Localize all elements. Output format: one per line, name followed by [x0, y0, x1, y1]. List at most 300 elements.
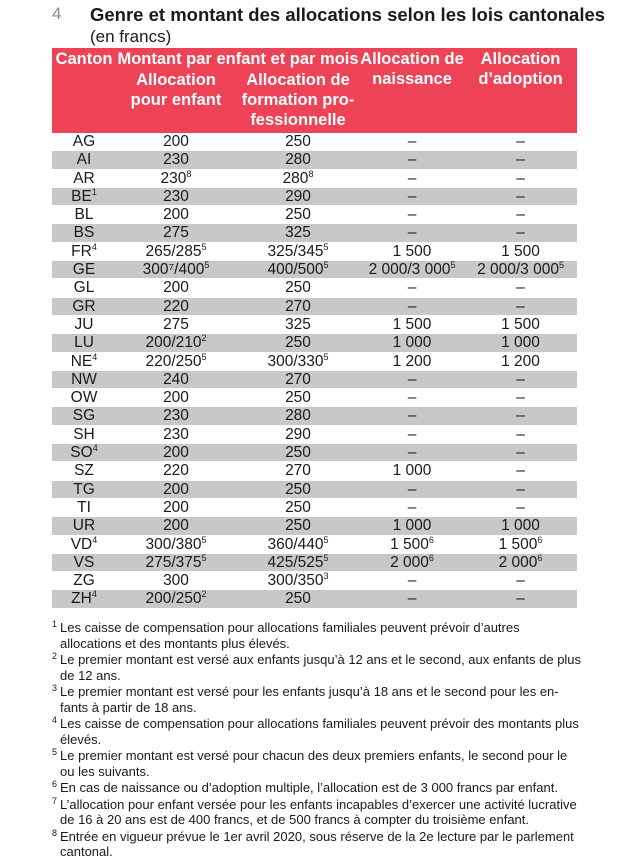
- cell-child-value: 200: [163, 206, 189, 224]
- cell-canton: [52, 462, 116, 480]
- cell-birth-value: –: [407, 444, 417, 462]
- footnote: [52, 829, 582, 860]
- cell-birth-value: 1 000: [392, 334, 432, 352]
- section-title-unit: (en francs): [90, 27, 172, 46]
- footnote-ref: 5: [201, 534, 207, 545]
- footnote-ref: 6: [537, 534, 543, 545]
- footnote-ref: 4: [91, 589, 97, 600]
- cell-canton: [52, 444, 116, 462]
- cell-birth: [360, 187, 464, 205]
- cell-canton: [52, 352, 116, 370]
- footnote-mark: 8: [52, 827, 58, 838]
- cell-adoption: [464, 480, 577, 498]
- cell-adoption: [464, 425, 577, 443]
- table-row: [52, 535, 577, 553]
- cell-adoption: [464, 535, 577, 553]
- cell-canton-value: UR: [72, 517, 96, 535]
- cell-canton: [52, 334, 116, 352]
- cell-child-value: 275: [163, 315, 189, 333]
- cell-training: [236, 242, 360, 260]
- footnote-mark: 7: [52, 795, 58, 806]
- cell-training-value: 270: [285, 370, 311, 388]
- footnote-ref: 5: [323, 351, 329, 362]
- cell-training: [236, 590, 360, 608]
- section-title: [90, 4, 610, 47]
- cell-training-value: 400/500: [267, 261, 324, 279]
- cell-adoption-value: 1 500: [498, 535, 538, 553]
- cell-training: [236, 498, 360, 516]
- col-header-birth: Allocation de naissance: [360, 48, 464, 133]
- cell-adoption: [464, 151, 577, 169]
- table-header: [52, 48, 577, 133]
- footnote-ref: 2: [201, 333, 207, 344]
- cell-training-value: 250: [285, 279, 311, 297]
- cell-adoption-value: 2 000: [498, 553, 538, 571]
- cell-training: [236, 315, 360, 333]
- footnote-mark: 3: [52, 683, 58, 693]
- cell-child: [116, 535, 236, 553]
- cell-training-value: 250: [285, 389, 311, 407]
- cell-training-value: 325: [285, 224, 311, 242]
- cell-canton: [52, 498, 116, 516]
- footnote-ref: 1: [91, 186, 97, 197]
- cell-adoption-value: –: [516, 187, 525, 205]
- cell-adoption: [464, 352, 577, 370]
- cell-adoption-value: 1 000: [501, 334, 540, 352]
- table-row: [52, 389, 577, 407]
- cell-birth-value: 1 000: [392, 462, 432, 480]
- col-header-adoption: Allocation d’adoption: [464, 48, 577, 133]
- cell-child: [116, 553, 236, 571]
- cell-adoption-value: –: [516, 279, 525, 297]
- cell-canton: [52, 151, 116, 169]
- cell-birth-value: –: [407, 169, 417, 187]
- cell-birth-value: 2 000/3 000: [368, 261, 451, 279]
- cell-canton: [52, 480, 116, 498]
- cell-adoption: [464, 553, 577, 571]
- cell-training: [236, 206, 360, 224]
- cell-canton: [52, 590, 116, 608]
- table-row: [52, 187, 577, 205]
- section-number: 4: [52, 4, 62, 23]
- table-row: [52, 315, 577, 333]
- cell-training-value: 250: [285, 334, 311, 352]
- cell-child: [116, 352, 236, 370]
- cell-adoption-value: –: [516, 297, 525, 315]
- cell-canton-value: FR: [71, 242, 92, 260]
- cell-child: [116, 334, 236, 352]
- cell-birth-value: –: [407, 407, 417, 425]
- cell-child-value: 200: [163, 389, 189, 407]
- cell-canton-value: SO: [70, 444, 93, 462]
- cell-child: [116, 498, 236, 516]
- cell-child-value: 220/250: [145, 352, 202, 370]
- col-header-group: Montant par enfant et par mois: [117, 50, 359, 68]
- table-row: [52, 444, 577, 462]
- cell-canton: [52, 517, 116, 535]
- cell-birth-value: –: [407, 133, 417, 150]
- cell-canton: [52, 553, 116, 571]
- cell-training-value: 250: [285, 480, 311, 498]
- cell-training: [236, 517, 360, 535]
- cell-canton: [52, 279, 116, 297]
- footnotes: [52, 620, 582, 861]
- cell-canton-value: SH: [73, 425, 95, 443]
- cell-child-value: 200: [163, 498, 189, 516]
- cell-adoption-value: –: [516, 425, 525, 443]
- footnote-ref: 5: [323, 552, 329, 563]
- cell-training-value: 280: [282, 169, 309, 187]
- table-row: [52, 334, 577, 352]
- cell-adoption: [464, 462, 577, 480]
- cell-training-value: 360/440: [267, 535, 324, 553]
- footnote-mark: 2: [52, 651, 58, 661]
- cell-birth: [360, 169, 464, 187]
- cell-training: [236, 169, 360, 187]
- cell-training: [236, 151, 360, 169]
- cell-training: [236, 407, 360, 425]
- cell-adoption: [464, 206, 577, 224]
- table-body: [52, 133, 577, 608]
- footnote-mark: 1: [52, 619, 58, 629]
- cell-child: [116, 261, 236, 279]
- cell-birth: [360, 517, 464, 535]
- cell-birth: [360, 133, 464, 151]
- cell-child: [116, 206, 236, 224]
- cell-training-value: 325/345: [267, 242, 324, 260]
- footnote-ref: 5: [323, 259, 329, 270]
- cell-canton-value: ZG: [73, 572, 95, 590]
- footnote-ref: 8: [186, 168, 192, 179]
- cell-adoption-value: –: [516, 389, 525, 407]
- cell-adoption: [464, 315, 577, 333]
- cell-training: [236, 334, 360, 352]
- cell-adoption: [464, 517, 577, 535]
- cell-adoption: [464, 334, 577, 352]
- cell-birth: [360, 407, 464, 425]
- cell-adoption-value: –: [516, 206, 525, 224]
- cell-birth-value: –: [407, 389, 417, 407]
- table-row: [52, 553, 577, 571]
- cell-canton: [52, 572, 116, 590]
- cell-adoption-value: –: [516, 590, 525, 608]
- cell-training-value: 250: [285, 498, 311, 516]
- footnote: [52, 684, 582, 715]
- cell-birth-value: –: [407, 224, 417, 242]
- cell-adoption-value: 1 200: [501, 352, 540, 370]
- cell-adoption-value: –: [516, 133, 525, 150]
- table-row: [52, 206, 577, 224]
- footnote-mark: 4: [52, 715, 58, 725]
- cell-birth: [360, 444, 464, 462]
- table-row: [52, 572, 577, 590]
- cell-child: [116, 169, 236, 187]
- cell-adoption-value: –: [516, 462, 525, 480]
- cell-birth-value: 1 000: [392, 517, 432, 535]
- cell-birth-value: –: [407, 498, 417, 516]
- cell-adoption-value: –: [516, 169, 525, 187]
- cell-training-value: 280: [285, 407, 311, 425]
- cell-child-value: 265/285: [145, 242, 202, 260]
- cell-training-value: 300/330: [267, 352, 324, 370]
- cell-adoption-value: 1 500: [501, 315, 540, 333]
- cell-child-value: 200/250: [145, 590, 202, 608]
- cell-adoption-value: –: [516, 572, 525, 590]
- cell-canton-value: GE: [72, 261, 96, 279]
- cell-training-value: 325: [285, 315, 311, 333]
- cell-adoption-value: –: [516, 444, 525, 462]
- cell-adoption-value: 1 500: [501, 242, 540, 260]
- footnote-ref: 3: [323, 570, 329, 581]
- cell-training-value: 290: [285, 187, 311, 205]
- cell-child-value: 200: [163, 517, 189, 535]
- footnote-ref: 5: [558, 259, 564, 270]
- table-row: [52, 462, 577, 480]
- cell-birth-value: –: [407, 480, 417, 498]
- cell-training: [236, 261, 360, 279]
- cell-canton-value: BL: [74, 206, 94, 224]
- cell-birth-value: –: [407, 279, 417, 297]
- cell-training-value: 250: [285, 590, 311, 608]
- footnote-ref: 8: [308, 168, 314, 179]
- cell-child-value: 240: [163, 370, 189, 388]
- cell-child: [116, 462, 236, 480]
- cell-training: [236, 553, 360, 571]
- cell-birth-value: –: [407, 187, 417, 205]
- cell-canton-value: SZ: [74, 462, 94, 480]
- cell-training: [236, 572, 360, 590]
- footnote-text: Les caisse de compensation pour allocations familiales peuvent prévoir des montants plus élevés.: [60, 716, 579, 747]
- cell-training: [236, 279, 360, 297]
- cell-birth-value: –: [407, 370, 417, 388]
- cell-training: [236, 389, 360, 407]
- cell-child: [116, 572, 236, 590]
- cell-adoption: [464, 242, 577, 260]
- cell-child: [116, 133, 236, 151]
- cell-training-value: 280: [285, 151, 311, 169]
- col-header-child: Allocation pour enfant: [116, 69, 236, 133]
- footnote-ref: 4: [92, 351, 98, 362]
- cell-child-value: 300/380: [145, 535, 202, 553]
- cell-birth: [360, 553, 464, 571]
- cell-child: [116, 444, 236, 462]
- footnote-text: L’allocation pour enfant versée pour les enfants incapables d’exercer une activité lucrative de 16 à 20 ans est de 400 francs, et de 500 francs à compter du troisième enfant.: [60, 796, 577, 827]
- cell-training: [236, 352, 360, 370]
- cell-canton-value: GR: [72, 297, 96, 315]
- table-row: [52, 370, 577, 388]
- cell-adoption: [464, 169, 577, 187]
- cell-adoption: [464, 261, 577, 279]
- cell-adoption: [464, 279, 577, 297]
- cell-child: [116, 480, 236, 498]
- footnote-ref: 6: [428, 534, 434, 545]
- cell-canton: [52, 389, 116, 407]
- cell-child-value: 200: [163, 480, 189, 498]
- cell-canton: [52, 315, 116, 333]
- cell-canton: [52, 370, 116, 388]
- cell-child-value: 230: [163, 187, 189, 205]
- cell-child-value: 275: [163, 224, 189, 242]
- cell-training: [236, 224, 360, 242]
- cell-child-value: 230: [163, 407, 189, 425]
- allowances-table: [52, 48, 577, 609]
- cell-training: [236, 297, 360, 315]
- footnote: [52, 748, 582, 779]
- cell-adoption: [464, 224, 577, 242]
- cell-training: [236, 133, 360, 151]
- cell-birth: [360, 242, 464, 260]
- cell-child: [116, 407, 236, 425]
- cell-adoption: [464, 590, 577, 608]
- cell-training: [236, 462, 360, 480]
- footnote-ref: 5: [450, 259, 456, 270]
- cell-canton-value: NE: [70, 352, 93, 370]
- cell-canton: [52, 535, 116, 553]
- table-row: [52, 169, 577, 187]
- cell-birth-value: 1 200: [392, 352, 432, 370]
- cell-child-value: 300⁷/400: [142, 261, 205, 279]
- cell-training-value: 300/350: [267, 572, 324, 590]
- cell-adoption: [464, 444, 577, 462]
- cell-child-value: 220: [163, 462, 189, 480]
- cell-birth: [360, 315, 464, 333]
- cell-canton: [52, 261, 116, 279]
- cell-birth: [360, 425, 464, 443]
- cell-adoption-value: –: [516, 151, 525, 169]
- cell-child: [116, 242, 236, 260]
- footnote-ref: 5: [323, 241, 329, 252]
- cell-birth: [360, 224, 464, 242]
- cell-birth: [360, 370, 464, 388]
- cell-child: [116, 517, 236, 535]
- cell-adoption-value: 1 000: [501, 517, 540, 535]
- footnote-ref: 4: [91, 241, 97, 252]
- cell-canton: [52, 224, 116, 242]
- cell-adoption: [464, 389, 577, 407]
- cell-birth: [360, 572, 464, 590]
- table-row: [52, 498, 577, 516]
- cell-adoption: [464, 133, 577, 151]
- footnote-ref: 2: [201, 589, 207, 600]
- table-row: [52, 517, 577, 535]
- footnote-text: Les caisse de compensation pour allocations familiales peuvent prévoir d’autres allocations et des montants plus élevés.: [60, 620, 520, 651]
- footnote-ref: 6: [428, 552, 434, 563]
- cell-birth: [360, 480, 464, 498]
- table-row: [52, 279, 577, 297]
- footnote-ref: 5: [201, 552, 207, 563]
- cell-canton-value: VD: [70, 535, 93, 553]
- cell-child-value: 220: [163, 297, 189, 315]
- cell-birth: [360, 334, 464, 352]
- section-title-text: Genre et montant des allocations selon les lois cantonales: [90, 4, 606, 25]
- cell-birth: [360, 206, 464, 224]
- cell-training: [236, 425, 360, 443]
- cell-canton-value: AG: [72, 133, 96, 150]
- cell-training: [236, 480, 360, 498]
- footnote: [52, 797, 582, 828]
- cell-training-value: 425/525: [267, 553, 324, 571]
- footnote-text: Entrée en vigueur prévue le 1er avril 2020, sous réserve de la 2e lecture par le parlement cantonal.: [60, 828, 574, 859]
- cell-birth: [360, 279, 464, 297]
- table-row: [52, 151, 577, 169]
- cell-training: [236, 535, 360, 553]
- cell-training-value: 250: [285, 133, 311, 150]
- cell-birth-value: –: [407, 151, 417, 169]
- cell-training: [236, 444, 360, 462]
- cell-adoption: [464, 407, 577, 425]
- cell-child: [116, 187, 236, 205]
- cell-child: [116, 590, 236, 608]
- cell-birth-value: –: [407, 206, 417, 224]
- cell-child: [116, 389, 236, 407]
- cell-canton-value: OW: [70, 389, 98, 407]
- cell-canton-value: GL: [73, 279, 95, 297]
- cell-birth-value: 1 500: [390, 535, 429, 553]
- cell-training-value: 270: [285, 462, 311, 480]
- cell-canton-value: AR: [73, 169, 95, 187]
- cell-adoption-value: –: [516, 498, 525, 516]
- cell-child: [116, 224, 236, 242]
- cell-canton-value: NW: [71, 370, 97, 388]
- cell-child: [116, 151, 236, 169]
- cell-birth: [360, 151, 464, 169]
- cell-birth-value: –: [407, 425, 417, 443]
- footnote-text: Le premier montant est versé pour les enfants jusqu’à 18 ans et le second pour les en- fants à partir de 18 ans.: [60, 684, 559, 715]
- cell-training-value: 290: [285, 425, 311, 443]
- table-row: [52, 480, 577, 498]
- cell-canton: [52, 133, 116, 151]
- footnote-ref: 4: [92, 442, 98, 453]
- cell-child-value: 200/210: [145, 334, 202, 352]
- cell-adoption-value: –: [516, 407, 525, 425]
- footnote: [52, 716, 582, 747]
- cell-adoption: [464, 572, 577, 590]
- footnote: [52, 652, 582, 683]
- cell-birth-value: –: [407, 590, 417, 608]
- cell-canton: [52, 407, 116, 425]
- footnote-mark: 5: [52, 747, 58, 757]
- cell-adoption-value: –: [516, 370, 525, 388]
- cell-adoption-value: –: [516, 480, 525, 498]
- cell-birth-value: 1 500: [392, 242, 432, 260]
- cell-child-value: 200: [163, 133, 189, 150]
- table-row: [52, 407, 577, 425]
- cell-child: [116, 279, 236, 297]
- cell-training: [236, 370, 360, 388]
- cell-canton: [52, 169, 116, 187]
- table-row: [52, 133, 577, 151]
- cell-canton-value: SG: [72, 407, 96, 425]
- cell-birth: [360, 352, 464, 370]
- cell-child-value: 230: [160, 169, 187, 187]
- cell-adoption: [464, 187, 577, 205]
- footnote-ref: 5: [204, 259, 210, 270]
- table-row: [52, 261, 577, 279]
- cell-training-value: 270: [285, 297, 311, 315]
- cell-birth: [360, 498, 464, 516]
- cell-training-value: 250: [285, 206, 311, 224]
- cell-birth-value: –: [407, 572, 417, 590]
- cell-adoption-value: 2 000/3 000: [477, 261, 559, 279]
- footnote: [52, 620, 582, 651]
- cell-training-value: 250: [285, 517, 311, 535]
- cell-child: [116, 425, 236, 443]
- cell-child-value: 230: [163, 151, 189, 169]
- footnote-mark: 6: [52, 779, 58, 789]
- col-header-canton: Canton: [52, 48, 116, 133]
- cell-child-value: 230: [163, 425, 189, 443]
- footnote-ref: 5: [201, 241, 207, 252]
